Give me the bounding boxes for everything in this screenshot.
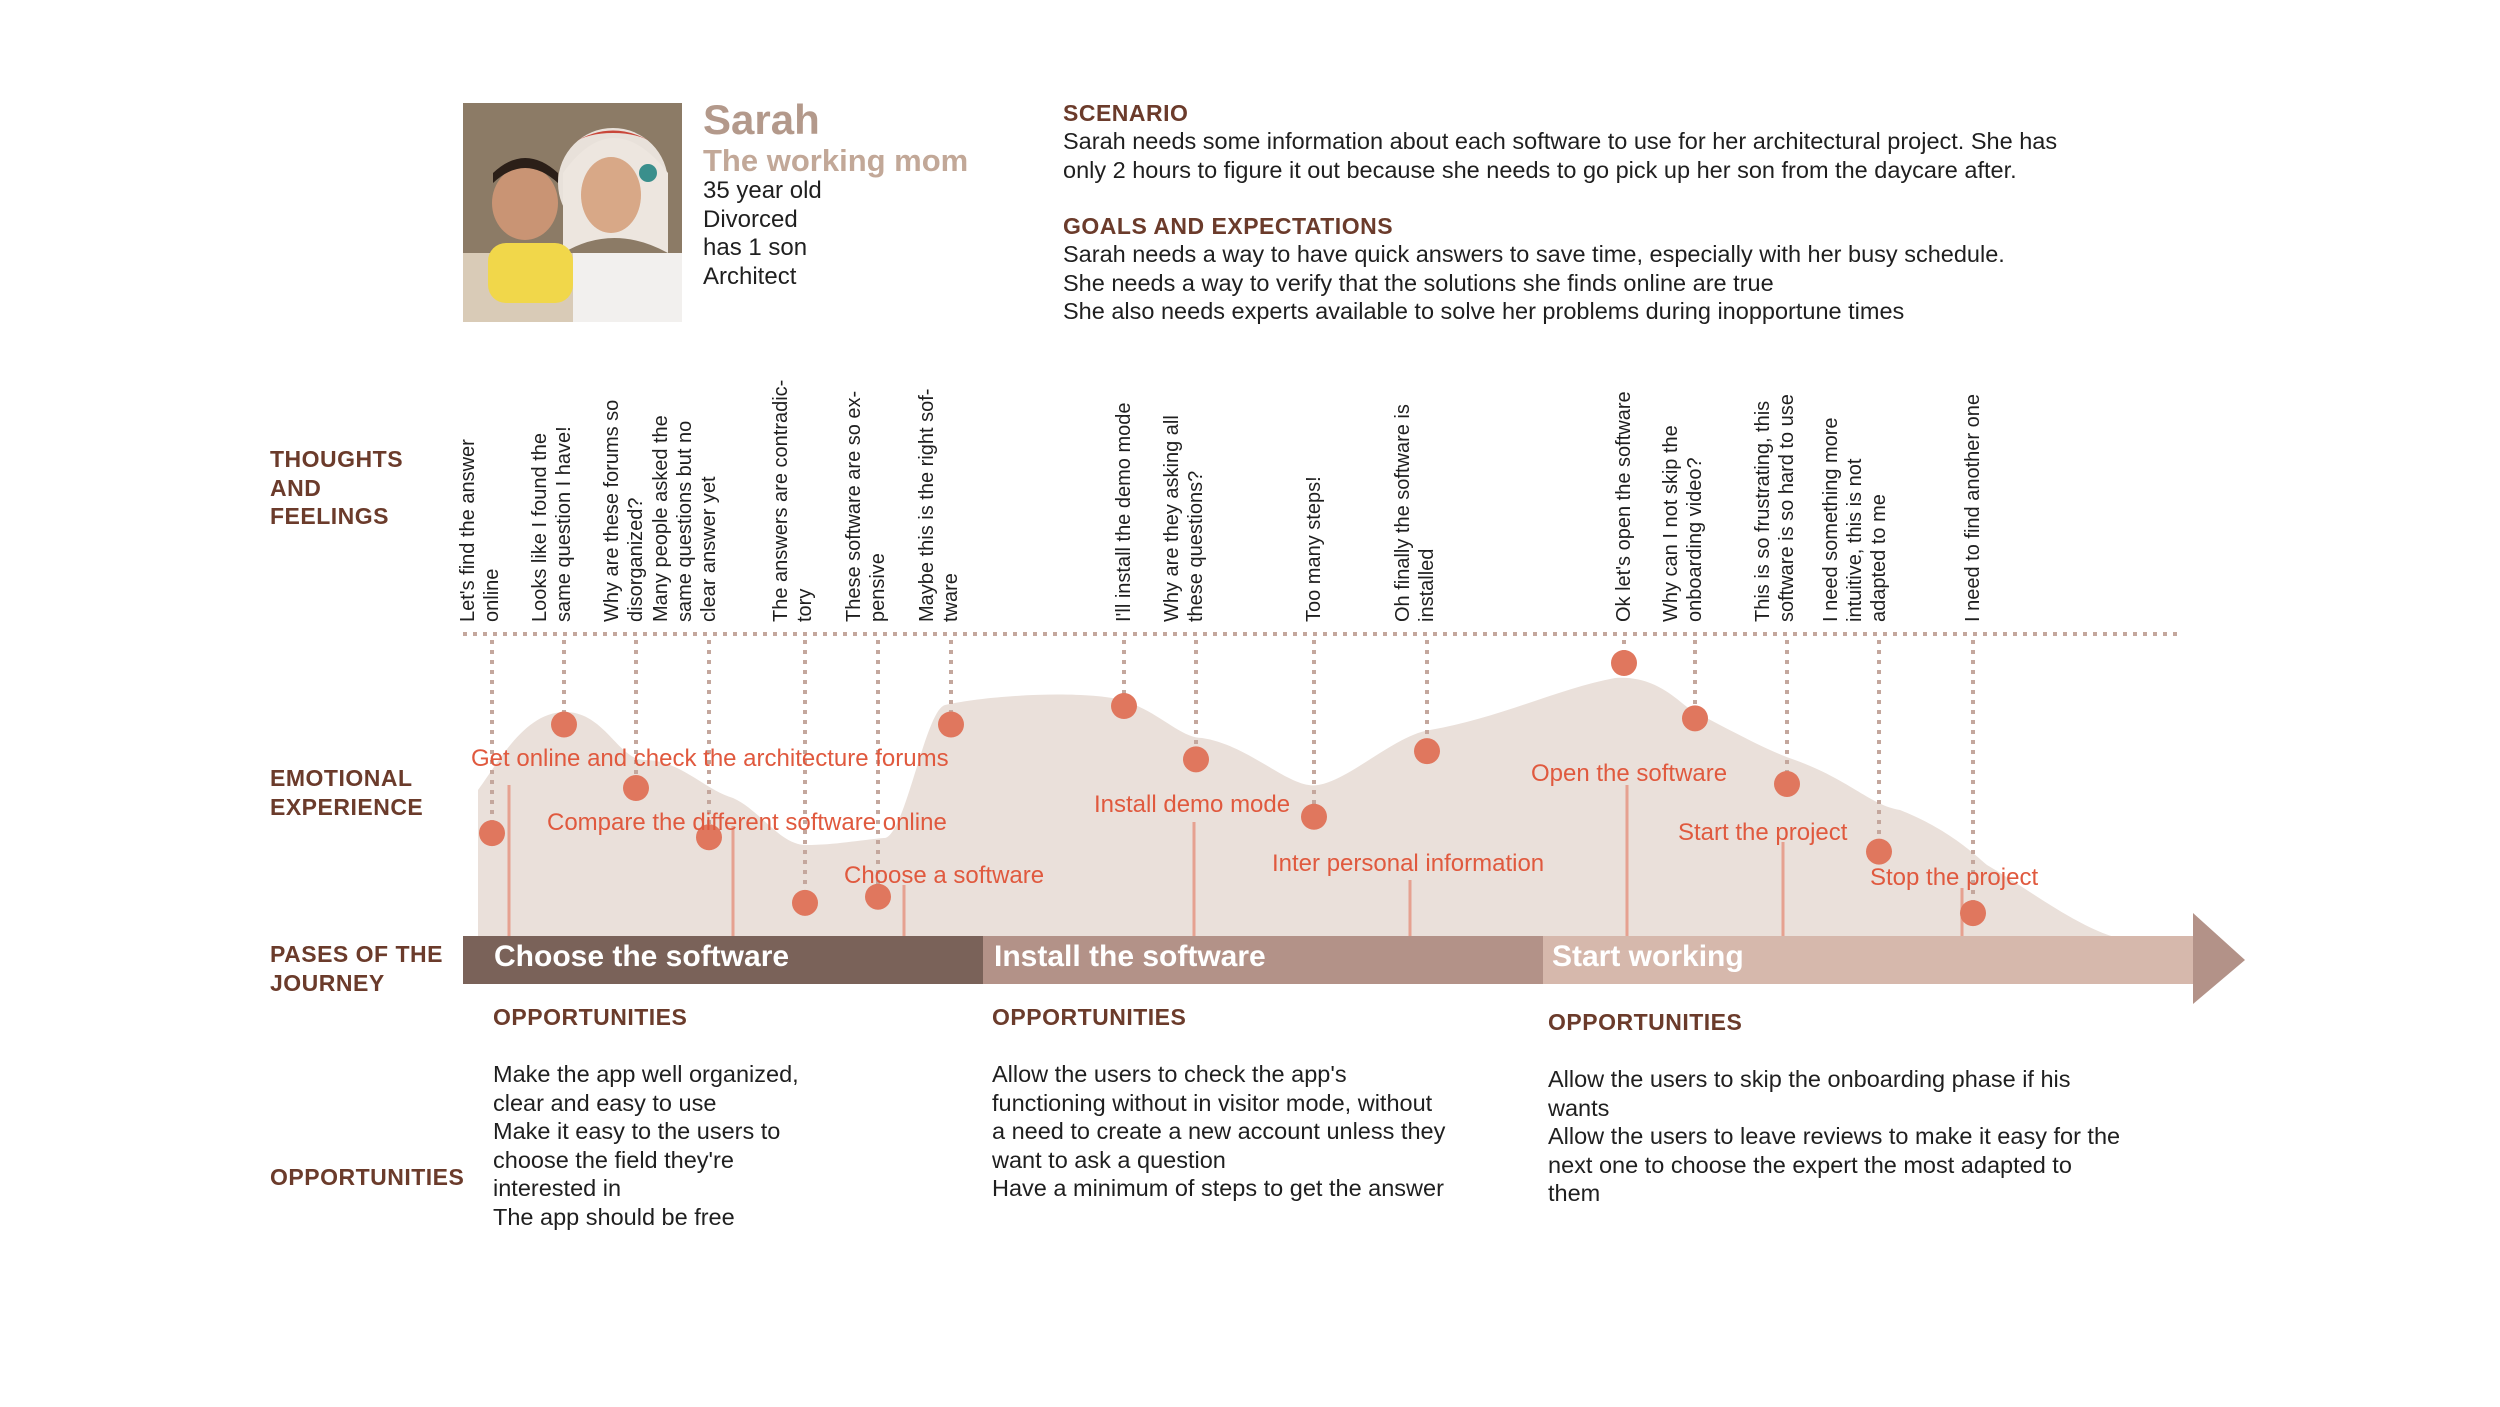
thought-line: Ok let's open the software	[1613, 391, 1635, 622]
step-label: Open the software	[1531, 760, 1728, 787]
emotion-marker	[623, 775, 649, 801]
emotion-marker	[938, 712, 964, 738]
thought-line: The answers are contradic-	[770, 379, 792, 622]
thought-line: same questions but no	[674, 420, 696, 622]
thought-line: Many people asked the	[650, 415, 672, 622]
step-label: Install demo mode	[1094, 791, 1291, 818]
thought-line: intuitive, this is not	[1844, 458, 1866, 622]
thought-line: clear answer yet	[698, 476, 720, 622]
scenario-line: only 2 hours to figure it out because she needs to go pick up her son from the daycare after.	[1063, 156, 2017, 183]
thought-line: disorganized?	[625, 497, 647, 622]
thought-line: tware	[940, 573, 962, 622]
persona-name: Sarah	[703, 96, 820, 143]
opportunity-line: Allow the users to skip the onboarding phase if his	[1548, 1066, 2071, 1092]
opportunity-line: want to ask a question	[992, 1146, 1226, 1173]
row-label-line: EMOTIONAL	[270, 765, 413, 791]
thought-text	[600, 352, 648, 622]
thought-text	[1819, 352, 1891, 622]
row-label-line: JOURNEY	[270, 969, 385, 996]
emotion-marker	[551, 712, 577, 738]
opportunities-list	[1548, 1065, 2120, 1208]
goals-heading: GOALS AND EXPECTATIONS	[1063, 213, 1394, 239]
row-label-line: THOUGHTS	[270, 446, 404, 472]
opportunity-line: Make the app well organized,	[493, 1061, 799, 1087]
opportunity-line: wants	[1548, 1094, 1610, 1121]
row-label-line: FEELINGS	[270, 503, 390, 529]
thought-line: This is so frustrating, this	[1752, 400, 1774, 622]
opportunities-list	[992, 1060, 1445, 1203]
thought-line: Let's find the answer	[457, 439, 479, 622]
thought-line: Looks like I found the	[529, 432, 551, 622]
persona-fact: 35 year old	[703, 177, 822, 204]
opportunities-list	[493, 1060, 799, 1231]
thought-line: I need to find another one	[1962, 394, 1984, 622]
row-label-line: AND	[270, 474, 322, 501]
persona-fact: Divorced	[703, 205, 798, 233]
emotion-marker	[792, 890, 818, 916]
phase-label-start: Start working	[1552, 940, 1744, 973]
opportunities-column	[992, 1004, 1445, 1203]
opportunities-heading: OPPORTUNITIES	[493, 1004, 688, 1030]
thought-line: these questions?	[1185, 470, 1207, 622]
thought-line: These software are so ex-	[843, 390, 865, 622]
thought-line: I need something more	[1820, 417, 1842, 622]
emotion-marker	[1866, 839, 1892, 865]
emotion-marker	[1611, 650, 1637, 676]
opportunity-line: next one to choose the expert the most adapted to	[1548, 1151, 2072, 1178]
opportunity-line: Have a minimum of steps to get the answer	[992, 1175, 1444, 1201]
thought-line: Oh finally the software is	[1392, 404, 1414, 622]
opportunity-line: functioning without in visitor mode, without	[992, 1089, 1433, 1116]
phase-bar-arrow-icon	[2193, 913, 2245, 1004]
emotion-marker	[1183, 746, 1209, 772]
thought-line: onboarding video?	[1684, 457, 1706, 622]
thought-line: pensive	[867, 553, 889, 622]
opportunity-line: The app should be free	[493, 1203, 735, 1230]
emotion-marker	[1682, 705, 1708, 731]
emotion-marker	[479, 820, 505, 846]
opportunity-line: Make it easy to the users to	[493, 1118, 781, 1144]
opportunity-line: choose the field they're	[493, 1146, 734, 1173]
thought-line: I'll install the demo mode	[1113, 402, 1135, 622]
thought-line: installed	[1416, 548, 1438, 622]
thought-line: Why are they asking all	[1161, 415, 1183, 622]
thought-text	[1751, 352, 1799, 622]
thought-text	[456, 352, 504, 622]
opportunity-line: a need to create a new account unless they	[992, 1118, 1446, 1144]
row-label-line: OPPORTUNITIES	[270, 1164, 465, 1190]
thought-line: software is so hard to use	[1776, 394, 1798, 622]
thought-text	[1302, 352, 1326, 622]
opportunities-column	[493, 1004, 799, 1231]
goals-line: She also needs experts available to solve her problems during inopportune times	[1063, 298, 1905, 324]
step-label: Stop the project	[1870, 864, 2039, 891]
thought-text	[528, 352, 576, 622]
opportunities-heading: OPPORTUNITIES	[992, 1004, 1187, 1030]
thought-line: same question I have!	[553, 426, 575, 622]
thought-line: online	[481, 568, 503, 622]
emotion-marker	[1960, 900, 1986, 926]
thought-text	[1612, 352, 1636, 622]
step-label: Inter personal information	[1272, 850, 1545, 877]
persona-fact: has 1 son	[703, 234, 808, 261]
scenario-heading: SCENARIO	[1063, 100, 1189, 126]
opportunity-line: interested in	[493, 1175, 622, 1201]
step-label: Choose a software	[844, 862, 1045, 889]
emotion-marker	[1414, 738, 1440, 764]
opportunity-line: Allow the users to check the app's	[992, 1061, 1347, 1087]
phase-label-choose: Choose the software	[494, 940, 790, 973]
goals-line: She needs a way to verify that the solutions she finds online are true	[1063, 269, 1774, 296]
emotion-marker	[1301, 804, 1327, 830]
step-label: Start the project	[1678, 819, 1848, 846]
thought-text	[649, 352, 721, 622]
thought-text	[1112, 352, 1136, 622]
persona-fact: Architect	[703, 262, 797, 290]
opportunity-line: them	[1548, 1180, 1601, 1206]
thought-line: tory	[794, 588, 816, 622]
thought-text	[1961, 352, 1985, 622]
opportunities-heading: OPPORTUNITIES	[1548, 1009, 1743, 1035]
persona-subtitle: The working mom	[703, 143, 969, 178]
step-label: Compare the different software online	[547, 809, 947, 836]
step-label: Get online and check the architecture forums	[471, 745, 949, 772]
row-label-line: EXPERIENCE	[270, 793, 424, 820]
emotion-marker	[1774, 771, 1800, 797]
opportunity-line: clear and easy to use	[493, 1089, 717, 1116]
opportunity-line: Allow the users to leave reviews to make it easy for the	[1548, 1123, 2121, 1149]
phase-label-install: Install the software	[994, 940, 1266, 973]
thought-text	[769, 352, 817, 622]
thought-text	[1391, 352, 1439, 622]
thought-line: adapted to me	[1868, 494, 1890, 622]
thought-text	[842, 352, 890, 622]
thought-text	[1659, 352, 1707, 622]
thought-line: Why can I not skip the	[1660, 425, 1682, 622]
emotion-marker	[1111, 693, 1137, 719]
thought-line: Why are these forums so	[601, 399, 623, 622]
thought-line: Too many steps!	[1303, 476, 1325, 622]
scenario-line: Sarah needs some information about each software to use for her architectural project. She has	[1063, 128, 2058, 154]
thought-text	[915, 352, 963, 622]
goals-line: Sarah needs a way to have quick answers to save time, especially with her busy schedule.	[1063, 241, 2005, 267]
opportunities-column	[1548, 1009, 2120, 1208]
thought-line: Maybe this is the right sof-	[916, 388, 938, 622]
thought-text	[1160, 352, 1208, 622]
row-label-line: PASES OF THE	[270, 941, 443, 967]
